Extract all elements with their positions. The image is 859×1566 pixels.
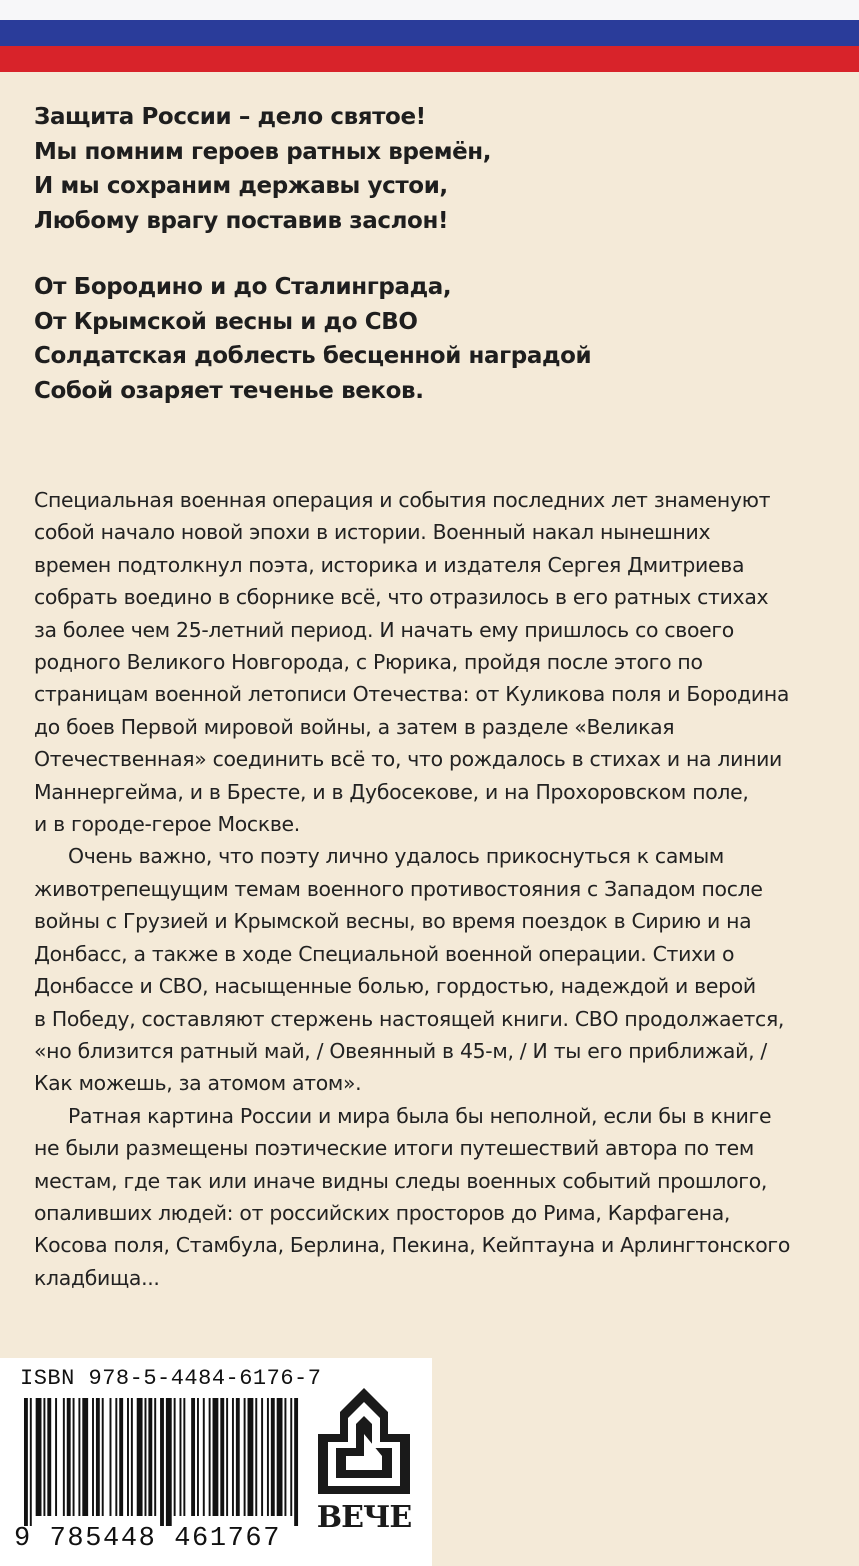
text-line: «но близится ратный май, / Овеянный в 45-м, / И ты его приближай, /: [34, 1038, 768, 1063]
veche-tower-logo-icon: [310, 1382, 418, 1498]
publisher-name: ВЕЧЕ: [316, 1500, 412, 1535]
barcode-bar: [213, 1398, 219, 1516]
text-line: животрепещущим темам военного противостояния с Западом после: [34, 876, 763, 901]
text-line: собой начало новой эпохи в истории. Военный накал нынешних: [34, 520, 711, 545]
barcode-bar: [154, 1398, 156, 1516]
barcode-digits: 9 785448 461767: [14, 1524, 282, 1554]
barcode-bar: [63, 1398, 65, 1516]
isbn-label: ISBN 978-5-4484-6176-7: [20, 1366, 322, 1391]
barcode-bar: [191, 1398, 195, 1516]
barcode-icon: [24, 1398, 300, 1526]
poem-line: Солдатская доблесть бесценной наградой: [34, 343, 592, 369]
barcode-bar: [290, 1398, 292, 1516]
text-line: местам, где так или иначе видны следы военных событий прошлого,: [34, 1168, 768, 1193]
text-line: Косова поля, Стамбула, Берлина, Пекина, Кейптауна и Арлингтонского: [34, 1233, 791, 1258]
epigraph-poem: [34, 100, 834, 408]
text-line: Как можешь, за атомом атом».: [34, 1071, 362, 1096]
barcode-bar: [248, 1398, 254, 1516]
barcode-bar: [236, 1398, 240, 1516]
text-line: Специальная военная операция и события последних лет знаменуют: [34, 488, 771, 512]
poem-line: Мы помним героев ратных времён,: [34, 138, 492, 165]
poem-line: От Крымской весны и до СВО: [34, 308, 418, 335]
barcode-bar: [131, 1398, 133, 1516]
flag-blue-stripe: [0, 20, 859, 46]
barcode-bar: [24, 1398, 28, 1526]
text-line: в Победу, составляют стержень настоящей книги. СВО продолжается,: [34, 1006, 785, 1031]
barcode-bar: [226, 1398, 228, 1516]
text-line: Маннергейма, и в Бресте, и в Дубосекове, и на Прохоровском поле,: [34, 779, 749, 804]
flag-red-stripe: [0, 46, 859, 72]
barcode-bar: [102, 1398, 104, 1516]
poem-line: От Бородино и до Сталинграда,: [34, 274, 452, 300]
text-line: времен подтолкнул поэта, историка и издателя Сергея Дмитриева: [34, 552, 745, 577]
barcode-bar: [115, 1398, 117, 1516]
barcode-bar: [137, 1398, 143, 1516]
barcode-bar: [244, 1398, 246, 1516]
barcode-bar: [183, 1398, 185, 1516]
text-line: войны с Грузией и Крымской весны, во время поездок в Сирию и на: [34, 909, 752, 934]
barcode-bar: [271, 1398, 275, 1516]
poem-line: Любому врагу поставив заслон!: [34, 207, 449, 234]
text-line: Донбасс, а также в ходе Специальной военной операции. Стихи о: [34, 941, 735, 966]
barcode-bar: [30, 1398, 32, 1526]
text-line: родного Великого Новгорода, с Рюрика, пройдя после этого по: [34, 650, 703, 675]
barcode-bar: [119, 1398, 123, 1516]
text-line: Ратная картина России и мира была бы неполной, если бы в книге: [68, 1103, 772, 1128]
barcode-bar: [166, 1398, 172, 1526]
barcode-bar: [179, 1398, 181, 1516]
text-line: Донбассе и СВО, насыщенные болью, гордостью, надеждой и верой: [34, 974, 756, 999]
text-line: опаливших людей: от российских просторов до Рима, Карфагена,: [34, 1200, 731, 1225]
barcode-bar: [145, 1398, 147, 1516]
description-paragraph: [34, 840, 834, 1099]
text-line: не были размещены поэтические итоги путешествий автора по тем: [34, 1136, 754, 1161]
barcode-bar: [47, 1398, 51, 1516]
barcode-bar: [67, 1398, 71, 1516]
text-line: до боев Первой мировой войны, а затем в разделе «Великая: [34, 714, 675, 739]
barcode-bar: [96, 1398, 100, 1516]
barcode-bar: [160, 1398, 164, 1526]
poem-stanza: [34, 270, 834, 408]
barcode-bar: [220, 1398, 224, 1516]
poem-stanza: [34, 100, 834, 238]
text-line: Очень важно, что поэту лично удалось прикоснуться к самым: [68, 844, 724, 869]
isbn-barcode-panel: [0, 1358, 432, 1566]
barcode-bar: [127, 1398, 129, 1516]
text-line: страницам военной летописи Отечества: от Куликова поля и Бородина: [34, 682, 790, 707]
barcode-bar: [148, 1398, 152, 1516]
text-line: и в городе-герое Москве.: [34, 812, 300, 837]
text-line: Отечественная» соединить всё то, что рождалось в стихах и на линии: [34, 747, 783, 772]
poem-line: Защита России – дело святое!: [34, 104, 426, 130]
poem-line: Собой озаряет теченье веков.: [34, 377, 424, 404]
barcode-bar: [203, 1398, 205, 1516]
poem-line: И мы сохраним державы устои,: [34, 173, 448, 199]
barcode-bar: [36, 1398, 42, 1516]
description-paragraph: [34, 484, 834, 840]
barcode-bar: [110, 1398, 112, 1516]
text-line: за более чем 25-летний период. И начать ему пришлось со своего: [34, 617, 734, 642]
barcode-bar: [43, 1398, 45, 1516]
text-line: кладбища...: [34, 1265, 160, 1290]
barcode-bar: [82, 1398, 88, 1516]
barcode-bar: [78, 1398, 80, 1516]
barcode-bar: [277, 1398, 283, 1516]
russian-flag-band: [0, 0, 859, 72]
barcode-bar: [255, 1398, 257, 1516]
barcode-bar: [261, 1398, 263, 1516]
book-description: [34, 484, 834, 1294]
barcode-bar: [294, 1398, 298, 1526]
barcode-bar: [73, 1398, 75, 1516]
barcode-bar: [55, 1398, 57, 1516]
barcode-bar: [267, 1398, 269, 1516]
flag-white-stripe: [0, 0, 859, 20]
text-line: собрать воедино в сборнике всё, что отразилось в его ратных стихах: [34, 585, 769, 610]
barcode-bar: [174, 1398, 176, 1516]
barcode-bar: [209, 1398, 211, 1516]
barcode-bar: [197, 1398, 199, 1516]
barcode-bar: [232, 1398, 234, 1516]
description-paragraph: [34, 1100, 834, 1294]
barcode-bar: [92, 1398, 94, 1516]
barcode-bar: [284, 1398, 286, 1516]
